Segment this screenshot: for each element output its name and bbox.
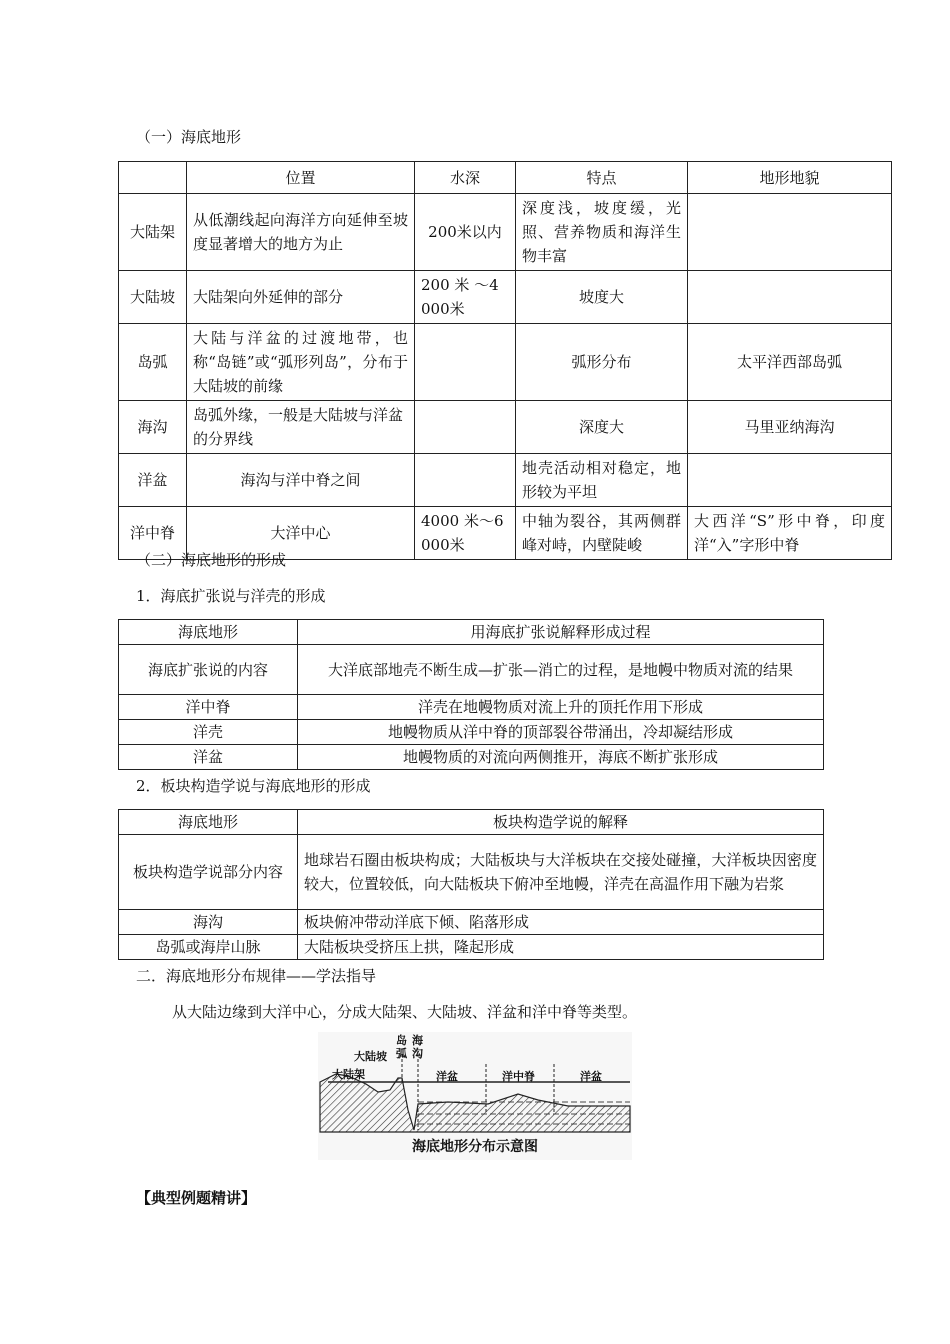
table-cell: [415, 401, 516, 454]
table-cell: 洋壳: [119, 720, 298, 745]
table-row: [119, 645, 824, 695]
label-mid-ocean-ridge: 洋中脊: [502, 1070, 535, 1083]
table-cell: 大陆坡: [119, 271, 187, 324]
table-cell: 板块俯冲带动洋底下倾、陷落形成: [298, 910, 824, 935]
table-header: 海底地形: [119, 810, 298, 835]
table-cell: [688, 194, 892, 271]
seafloor-spreading-table: [118, 619, 824, 770]
table-cell: [415, 454, 516, 507]
table-header: 板块构造学说的解释: [298, 810, 824, 835]
table-cell: 岛弧或海岸山脉: [119, 935, 298, 960]
table-cell: 坡度大: [516, 271, 688, 324]
label-ocean-basin: 洋盆: [580, 1070, 602, 1083]
table-header: 特点: [516, 162, 688, 194]
table-cell: [415, 324, 516, 401]
label-island-arc: 岛弧: [396, 1034, 407, 1060]
table-cell: 大陆板块受挤压上拱，隆起形成: [298, 935, 824, 960]
table-header-row: [119, 810, 824, 835]
table-cell: 大洋底部地壳不断生成—扩张—消亡的过程，是地幔中物质对流的结果: [298, 645, 824, 695]
label-ocean-basin: 洋盆: [436, 1070, 458, 1083]
table-cell: 岛弧外缘，一般是大陆坡与洋盆的分界线: [187, 401, 415, 454]
table-row: [119, 324, 892, 401]
label-trench: 海沟: [412, 1034, 423, 1060]
table-cell: [688, 454, 892, 507]
table-cell: 弧形分布: [516, 324, 688, 401]
table-cell: 海底扩张说的内容: [119, 645, 298, 695]
table-cell: 地幔物质的对流向两侧推开，海底不断扩张形成: [298, 745, 824, 770]
table-cell: 马里亚纳海沟: [688, 401, 892, 454]
table-cell: 中轴为裂谷，其两侧群峰对峙，内壁陡峻: [516, 507, 688, 560]
table-cell: 深度浅，坡度缓，光照、营养物质和海洋生物丰富: [516, 194, 688, 271]
table-cell: 地幔物质从洋中脊的顶部裂谷带涌出，冷却凝结形成: [298, 720, 824, 745]
table-header-row: [119, 162, 892, 194]
table-cell: 地壳活动相对稳定，地形较为平坦: [516, 454, 688, 507]
table-header: 位置: [187, 162, 415, 194]
table-cell: 200米以内: [415, 194, 516, 271]
section-title-formation: （二）海底地形的形成: [136, 551, 287, 569]
seafloor-landforms-table: [118, 161, 892, 560]
table-row: [119, 720, 824, 745]
table-row: [119, 835, 824, 910]
table-header: 海底地形: [119, 620, 298, 645]
table-cell: 大洋中心: [187, 507, 415, 560]
table-cell: 200 米 ～4 000米: [415, 271, 516, 324]
table-cell: 大陆架: [119, 194, 187, 271]
table-row: [119, 910, 824, 935]
table-header: [119, 162, 187, 194]
subsection-title-plate-tectonics: 2．板块构造学说与海底地形的形成: [136, 777, 371, 795]
table-header: 地形地貌: [688, 162, 892, 194]
plate-tectonics-table: [118, 809, 824, 960]
table-cell: 地球岩石圈由板块构成；大陆板块与大洋板块在交接处碰撞，大洋板块因密度较大，位置较低，向大陆板块下俯冲至地幔，洋壳在高温作用下融为岩浆: [298, 835, 824, 910]
table-cell: [688, 271, 892, 324]
section-title-examples: 【典型例题精讲】: [136, 1189, 257, 1207]
table-header-row: [119, 620, 824, 645]
table-cell: 深度大: [516, 401, 688, 454]
table-cell: 海沟: [119, 910, 298, 935]
table-cell: 板块构造学说部分内容: [119, 835, 298, 910]
table-cell: 洋中脊: [119, 507, 187, 560]
table-cell: 洋壳在地幔物质对流上升的顶托作用下形成: [298, 695, 824, 720]
table-cell: 海沟与洋中脊之间: [187, 454, 415, 507]
subsection-title-seafloor-spreading: 1．海底扩张说与洋壳的形成: [136, 587, 326, 605]
table-row: [119, 194, 892, 271]
table-row: [119, 271, 892, 324]
table-cell: 从低潮线起向海洋方向延伸至坡度显著增大的地方为止: [187, 194, 415, 271]
table-row: [119, 401, 892, 454]
table-cell: 4000 米～6 000米: [415, 507, 516, 560]
section-title-distribution: 二．海底地形分布规律——学法指导: [136, 967, 377, 985]
table-cell: 大西洋“S”形中脊，印度洋“入”字形中脊: [688, 507, 892, 560]
table-header: 水深: [415, 162, 516, 194]
table-cell: 海沟: [119, 401, 187, 454]
paragraph: 从大陆边缘到大洋中心，分成大陆架、大陆坡、洋盆和洋中脊等类型。: [172, 1003, 638, 1021]
section-title-seafloor-landforms: （一）海底地形: [136, 128, 242, 146]
table-cell: 洋中脊: [119, 695, 298, 720]
table-header: 用海底扩张说解释形成过程: [298, 620, 824, 645]
table-cell: 岛弧: [119, 324, 187, 401]
label-continental-shelf: 大陆架: [332, 1068, 365, 1081]
figure-caption: 海底地形分布示意图: [412, 1139, 538, 1155]
table-cell: 洋盆: [119, 454, 187, 507]
table-cell: 太平洋西部岛弧: [688, 324, 892, 401]
table-cell: 大陆架向外延伸的部分: [187, 271, 415, 324]
label-continental-slope: 大陆坡: [354, 1050, 387, 1063]
table-row: [119, 454, 892, 507]
table-cell: 洋盆: [119, 745, 298, 770]
table-cell: 大陆与洋盆的过渡地带，也称“岛链”或“弧形列岛”，分布于大陆坡的前缘: [187, 324, 415, 401]
table-row: [119, 935, 824, 960]
seafloor-profile-figure: [318, 1032, 632, 1160]
table-row: [119, 695, 824, 720]
table-row: [119, 745, 824, 770]
